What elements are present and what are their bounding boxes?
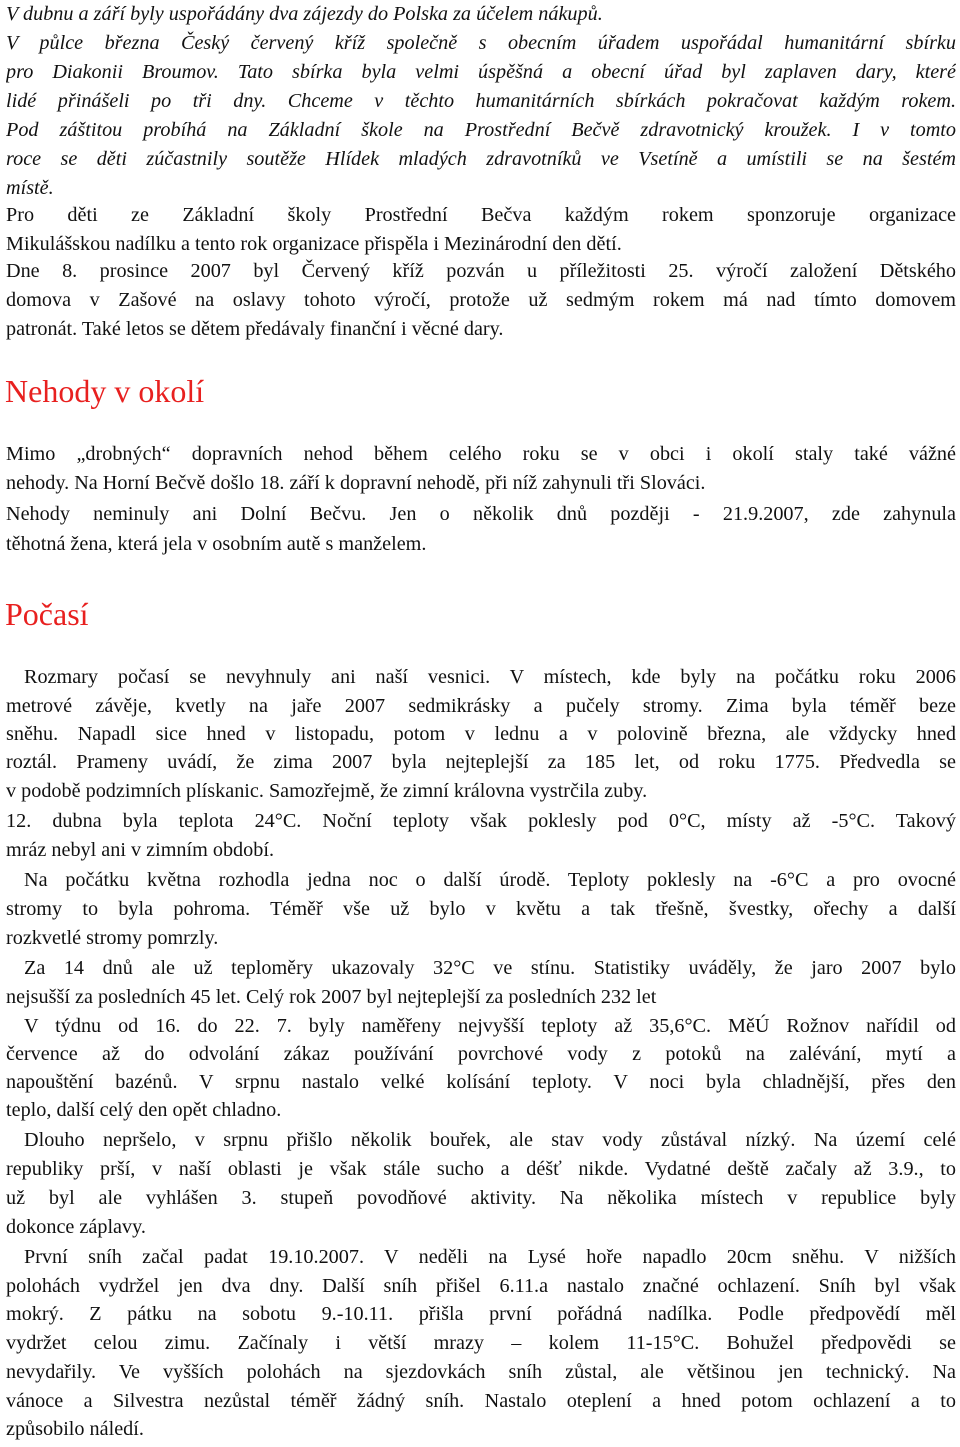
text-line: v podobě podzimních plískanic. Samozřejmě, že zimní královna vystrčila zuby.	[6, 780, 648, 802]
text-line: Dlouho nepršelo, v srpnu přišlo několik bouřek, ale stav vody zůstával nízký. Na území celé	[24, 1129, 956, 1151]
text-line: Nehody neminuly ani Dolní Bečvu. Jen o několik dnů později - 21.9.2007, zde zahynula	[6, 503, 956, 525]
text-line: Na počátku května rozhodla jedna noc o další úrodě. Teploty poklesly na -6°C a pro ovocné	[24, 869, 956, 891]
text-line: První sníh začal padat 19.10.2007. V neděli na Lysé hoře napadlo 20cm sněhu. V nižších	[24, 1246, 956, 1268]
section-heading-accidents: Nehody v okolí	[5, 373, 205, 409]
text-line: 12. dubna byla teplota 24°C. Noční teploty však poklesly pod 0°C, místy až -5°C. Takový	[6, 810, 956, 832]
text-line: těhotná žena, která jela v osobním autě s manželem.	[6, 533, 427, 555]
text-line: napouštění bazénů. V srpnu nastalo velké kolísání teploty. V noci byla chladnější, přes den	[6, 1071, 956, 1093]
text-line: V týdnu od 16. do 22. 7. byly naměřeny nejvyšší teploty až 35,6°C. MěÚ Rožnov nařídil od	[24, 1015, 956, 1037]
text-line: V půlce března Český červený kříž společně s obecním úřadem uspořádal humanitární sbírku	[6, 32, 956, 54]
text-line: pro Diakonii Broumov. Tato sbírka byla velmi úspěšná a obecní úřad byl zaplaven dary, které	[6, 61, 956, 83]
text-line: Rozmary počasí se nevyhnuly ani naší vesnici. V místech, kde byly na počátku roku 2006	[24, 666, 956, 688]
text-line: patronát. Také letos se dětem předávaly finanční i věcné dary.	[6, 318, 504, 340]
text-line: lidé přinášeli po tři dny. Chceme v těchto humanitárních sbírkách pokračovat každým rokem.	[6, 90, 956, 112]
text-line: mráz nebyl ani v zimním období.	[6, 839, 274, 861]
text-line: Mimo „drobných“ dopravních nehod během celého roku se v obci i okolí staly také vážné	[6, 443, 956, 465]
text-line: metrové závěje, kvetly na jaře 2007 sedmikrásky a pučely stromy. Zima byla téměř beze	[6, 695, 956, 717]
text-line: roztál. Prameny uvádí, že zima 2007 byla nejteplejší za 185 let, od roku 1775. Předvedla se	[6, 751, 956, 773]
text-line: vánoce a Silvestra nezůstal téměř žádný sníh. Nastalo oteplení a hned potom ochlazení a to	[6, 1390, 956, 1412]
text-line: Pro děti ze Základní školy Prostřední Bečva každým rokem sponzoruje organizace	[6, 204, 956, 226]
text-line: roce se děti zúčastnily soutěže Hlídek mladých zdravotníků ve Vsetíně a umístili se na šestém	[6, 148, 956, 170]
text-line: července až do odvolání zákaz používání povrchové vody z potoků na zalévání, mytí a	[6, 1043, 956, 1065]
text-line: nehody. Na Horní Bečvě došlo 18. září k dopravní nehodě, při níž zahynuli tři Slováci.	[6, 472, 706, 494]
text-line: nevydařily. Ve vyšších polohách na sjezdovkách sníh zůstal, ale většinou jen technický. Na	[6, 1361, 956, 1383]
text-line: teplo, další celý den opět chladno.	[6, 1099, 282, 1121]
text-line: republiky prší, v naší oblasti je však stále sucho a déšť nikde. Vydatné deště začaly až 3.9., to	[6, 1158, 956, 1180]
text-line: V dubnu a září byly uspořádány dva zájezdy do Polska za účelem nákupů.	[6, 3, 603, 25]
text-line: domova v Zašové na oslavy tohoto výročí, protože už sedmým rokem má nad tímto domovem	[6, 289, 956, 311]
section-heading-weather: Počasí	[5, 596, 89, 632]
text-line: dokonce záplavy.	[6, 1216, 146, 1238]
text-line: Mikulášskou nadílku a tento rok organizace přispěla i Mezinárodní den dětí.	[6, 233, 622, 255]
text-line: nejsušší za posledních 45 let. Celý rok 2007 byl nejteplejší za posledních 232 let	[6, 986, 657, 1008]
text-line: sněhu. Napadl sice hned v listopadu, potom v lednu a v polovině března, ale vždycky hned	[6, 723, 956, 745]
text-line: vydržet celou zimu. Začínaly i větší mrazy – kolem 11-15°C. Bohužel předpovědi se	[6, 1332, 956, 1354]
text-line: mokrý. Z pátku na sobotu 9.-10.11. přišla první pořádná nadílka. Podle předpovědí měl	[6, 1303, 956, 1325]
text-line: způsobilo náledí.	[6, 1418, 144, 1440]
text-line: Pod záštitou probíhá na Základní škole na Prostřední Bečvě zdravotnický kroužek. I v tomto	[6, 119, 956, 141]
text-line: Dne 8. prosince 2007 byl Červený kříž pozván u příležitosti 25. výročí založení Dětského	[6, 260, 956, 282]
text-line: místě.	[6, 177, 54, 199]
text-line: už byl ale vyhlášen 3. stupeň povodňové aktivity. Na několika místech v republice byly	[6, 1187, 956, 1209]
text-line: polohách vydržel jen dva dny. Další sníh přišel 6.11.a nastalo značné ochlazení. Sníh byl však	[6, 1275, 956, 1297]
text-line: stromy to byla pohroma. Téměř vše už bylo v květu a tak třešně, švestky, ořechy a další	[6, 898, 956, 920]
text-line: rozkvetlé stromy pomrzly.	[6, 927, 219, 949]
text-line: Za 14 dnů ale už teploměry ukazovaly 32°C ve stínu. Statistiky uváděly, že jaro 2007 bylo	[24, 957, 956, 979]
